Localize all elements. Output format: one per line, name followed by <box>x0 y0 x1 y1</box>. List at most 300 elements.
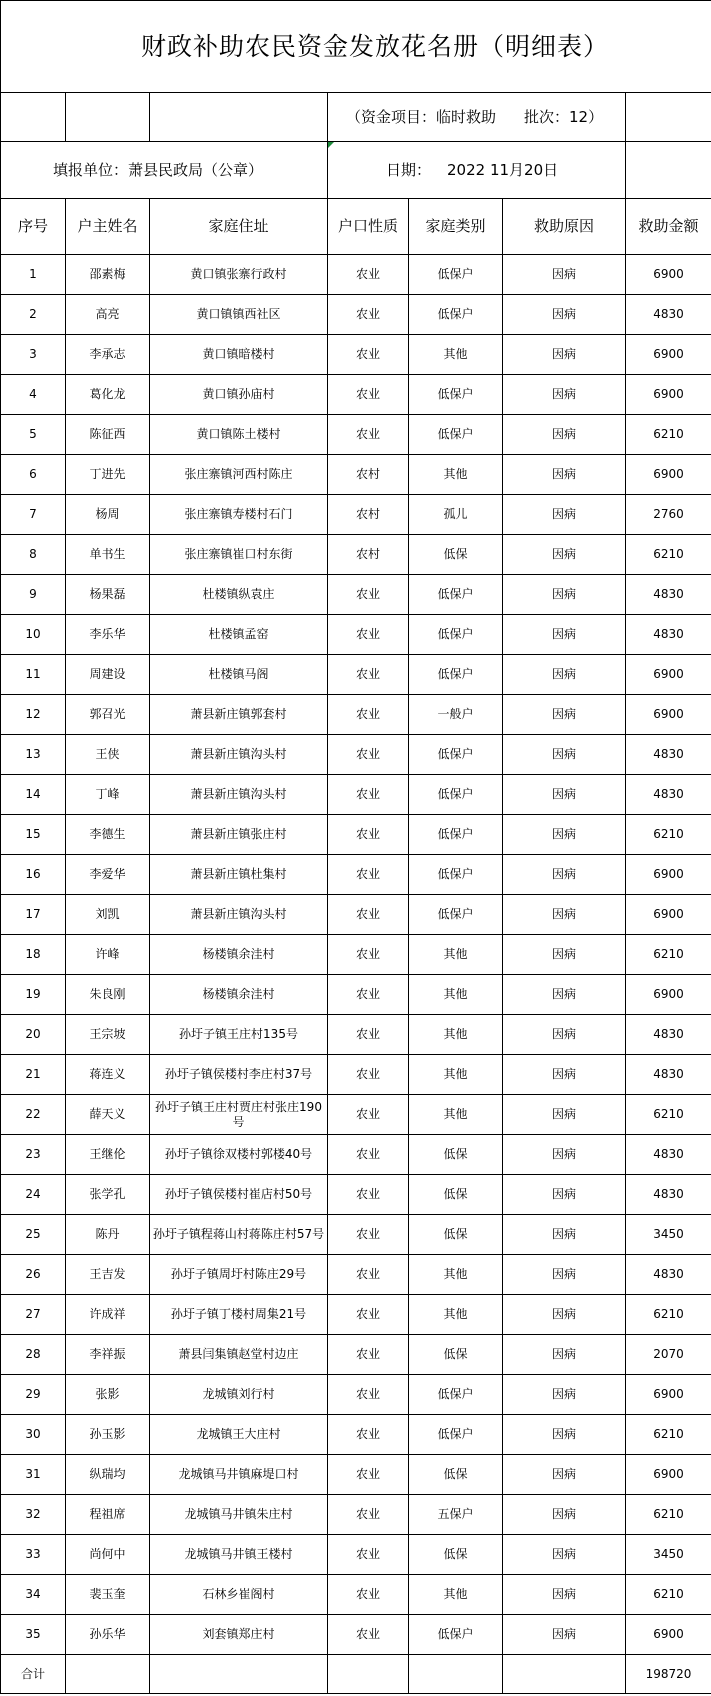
cell-household-type: 农业 <box>328 415 409 455</box>
table-row <box>1 815 711 855</box>
blank-cell <box>409 1655 503 1694</box>
cell-household-type: 农业 <box>328 1575 409 1615</box>
funding-info <box>328 93 626 142</box>
cell-relief-amount: 4830 <box>626 1015 711 1055</box>
cell-relief-reason: 因病 <box>503 1175 626 1215</box>
header-household-type: 户口性质 <box>328 199 409 255</box>
cell-index: 14 <box>1 775 66 815</box>
cell-relief-reason: 因病 <box>503 1575 626 1615</box>
cell-name: 程祖席 <box>66 1495 150 1535</box>
funding-batch: 批次：12） <box>524 107 604 126</box>
cell-household-type: 农业 <box>328 1175 409 1215</box>
cell-relief-amount: 3450 <box>626 1215 711 1255</box>
cell-household-type: 农业 <box>328 335 409 375</box>
cell-name: 张影 <box>66 1375 150 1415</box>
cell-household-type: 农业 <box>328 1015 409 1055</box>
cell-name: 尚何中 <box>66 1535 150 1575</box>
table-row <box>1 1375 711 1415</box>
cell-address: 孙圩子镇侯楼村李庄村37号 <box>150 1055 328 1095</box>
cell-relief-reason: 因病 <box>503 655 626 695</box>
blank-cell <box>626 142 711 199</box>
cell-relief-amount: 6900 <box>626 1455 711 1495</box>
cell-household-type: 农业 <box>328 295 409 335</box>
cell-relief-reason: 因病 <box>503 255 626 295</box>
cell-name: 王继伦 <box>66 1135 150 1175</box>
cell-relief-reason: 因病 <box>503 1135 626 1175</box>
header-name: 户主姓名 <box>66 199 150 255</box>
cell-address: 石林乡崔阁村 <box>150 1575 328 1615</box>
cell-address: 龙城镇马井镇麻堤口村 <box>150 1455 328 1495</box>
cell-relief-amount: 3450 <box>626 1535 711 1575</box>
cell-index: 20 <box>1 1015 66 1055</box>
cell-name: 邵素梅 <box>66 255 150 295</box>
cell-index: 26 <box>1 1255 66 1295</box>
cell-index: 18 <box>1 935 66 975</box>
cell-index: 25 <box>1 1215 66 1255</box>
cell-relief-amount: 4830 <box>626 735 711 775</box>
table-row <box>1 1175 711 1215</box>
cell-address: 张庄寨镇河西村陈庄 <box>150 455 328 495</box>
cell-family-category: 其他 <box>409 975 503 1015</box>
cell-name: 朱良刚 <box>66 975 150 1015</box>
cell-relief-reason: 因病 <box>503 1335 626 1375</box>
cell-name: 高亮 <box>66 295 150 335</box>
cell-address: 孙圩子镇王庄村135号 <box>150 1015 328 1055</box>
date-value: 2022 11月20日 <box>447 160 559 179</box>
table-row <box>1 1295 711 1335</box>
cell-relief-reason: 因病 <box>503 935 626 975</box>
blank-cell <box>66 93 150 142</box>
cell-index: 23 <box>1 1135 66 1175</box>
cell-family-category: 其他 <box>409 335 503 375</box>
cell-address: 杜楼镇纵袁庄 <box>150 575 328 615</box>
cell-family-category: 低保户 <box>409 1375 503 1415</box>
cell-family-category: 低保户 <box>409 895 503 935</box>
cell-name: 刘凯 <box>66 895 150 935</box>
cell-household-type: 农业 <box>328 615 409 655</box>
cell-family-category: 其他 <box>409 1295 503 1335</box>
cell-family-category: 低保户 <box>409 415 503 455</box>
blank-cell <box>66 1655 150 1694</box>
cell-relief-reason: 因病 <box>503 1255 626 1295</box>
table-row <box>1 895 711 935</box>
cell-household-type: 农业 <box>328 255 409 295</box>
cell-index: 16 <box>1 855 66 895</box>
cell-family-category: 低保 <box>409 1175 503 1215</box>
table-row <box>1 1135 711 1175</box>
date-label: 日期： <box>386 160 432 179</box>
cell-household-type: 农业 <box>328 1215 409 1255</box>
table-row <box>1 695 711 735</box>
cell-relief-amount: 6210 <box>626 415 711 455</box>
cell-index: 9 <box>1 575 66 615</box>
cell-address: 龙城镇马井镇朱庄村 <box>150 1495 328 1535</box>
cell-household-type: 农业 <box>328 1295 409 1335</box>
table-row <box>1 655 711 695</box>
cell-relief-reason: 因病 <box>503 575 626 615</box>
cell-household-type: 农业 <box>328 1615 409 1655</box>
cell-relief-reason: 因病 <box>503 375 626 415</box>
cell-name: 丁进先 <box>66 455 150 495</box>
cell-household-type: 农业 <box>328 575 409 615</box>
header-address: 家庭住址 <box>150 199 328 255</box>
cell-name: 蒋连义 <box>66 1055 150 1095</box>
cell-name: 王宗坡 <box>66 1015 150 1055</box>
cell-index: 35 <box>1 1615 66 1655</box>
cell-household-type: 农业 <box>328 1375 409 1415</box>
cell-address: 张庄寨镇崔口村东街 <box>150 535 328 575</box>
cell-relief-amount: 6900 <box>626 855 711 895</box>
cell-index: 29 <box>1 1375 66 1415</box>
cell-household-type: 农业 <box>328 1335 409 1375</box>
cell-address: 黄口镇孙庙村 <box>150 375 328 415</box>
table-row <box>1 935 711 975</box>
cell-household-type: 农业 <box>328 775 409 815</box>
cell-address: 孙圩子镇王庄村贾庄村张庄190号 <box>150 1095 328 1135</box>
cell-family-category: 其他 <box>409 935 503 975</box>
cell-address: 黄口镇陈土楼村 <box>150 415 328 455</box>
cell-relief-reason: 因病 <box>503 1015 626 1055</box>
cell-index: 34 <box>1 1575 66 1615</box>
cell-relief-reason: 因病 <box>503 1615 626 1655</box>
cell-name: 王侠 <box>66 735 150 775</box>
table-row <box>1 735 711 775</box>
table-row <box>1 1615 711 1655</box>
table-row <box>1 1015 711 1055</box>
cell-name: 李德生 <box>66 815 150 855</box>
blank-cell <box>1 93 66 142</box>
total-row <box>1 1655 711 1694</box>
cell-relief-amount: 4830 <box>626 615 711 655</box>
table-row <box>1 1095 711 1135</box>
cell-address: 萧县新庄镇郭套村 <box>150 695 328 735</box>
table-row <box>1 1415 711 1455</box>
cell-relief-reason: 因病 <box>503 695 626 735</box>
cell-name: 张学孔 <box>66 1175 150 1215</box>
cell-name: 丁峰 <box>66 775 150 815</box>
cell-relief-amount: 2760 <box>626 495 711 535</box>
cell-index: 2 <box>1 295 66 335</box>
cell-relief-reason: 因病 <box>503 975 626 1015</box>
cell-family-category: 低保 <box>409 1455 503 1495</box>
cell-family-category: 低保户 <box>409 255 503 295</box>
cell-relief-reason: 因病 <box>503 535 626 575</box>
cell-household-type: 农业 <box>328 1135 409 1175</box>
cell-relief-reason: 因病 <box>503 1295 626 1335</box>
cell-index: 8 <box>1 535 66 575</box>
cell-household-type: 农业 <box>328 735 409 775</box>
table-row <box>1 1535 711 1575</box>
table-row <box>1 1495 711 1535</box>
header-row <box>1 199 711 255</box>
cell-family-category: 低保户 <box>409 615 503 655</box>
cell-household-type: 农业 <box>328 935 409 975</box>
cell-relief-amount: 6900 <box>626 1615 711 1655</box>
cell-family-category: 低保户 <box>409 1415 503 1455</box>
table-row <box>1 1455 711 1495</box>
cell-relief-amount: 6900 <box>626 695 711 735</box>
cell-relief-reason: 因病 <box>503 415 626 455</box>
cell-relief-reason: 因病 <box>503 735 626 775</box>
cell-household-type: 农业 <box>328 1535 409 1575</box>
table-row <box>1 535 711 575</box>
blank-cell <box>328 1655 409 1694</box>
cell-relief-amount: 2070 <box>626 1335 711 1375</box>
table-row <box>1 1575 711 1615</box>
cell-address: 孙圩子镇周圩村陈庄29号 <box>150 1255 328 1295</box>
cell-family-category: 其他 <box>409 1255 503 1295</box>
cell-address: 龙城镇王大庄村 <box>150 1415 328 1455</box>
cell-index: 31 <box>1 1455 66 1495</box>
header-relief-amount: 救助金额 <box>626 199 711 255</box>
cell-address: 萧县新庄镇张庄村 <box>150 815 328 855</box>
cell-relief-reason: 因病 <box>503 495 626 535</box>
cell-address: 萧县新庄镇沟头村 <box>150 775 328 815</box>
cell-relief-amount: 6900 <box>626 455 711 495</box>
table-row <box>1 575 711 615</box>
cell-family-category: 低保户 <box>409 295 503 335</box>
cell-family-category: 低保 <box>409 1335 503 1375</box>
table-row <box>1 775 711 815</box>
cell-household-type: 农业 <box>328 1495 409 1535</box>
cell-family-category: 其他 <box>409 1015 503 1055</box>
header-index: 序号 <box>1 199 66 255</box>
cell-family-category: 其他 <box>409 1055 503 1095</box>
cell-relief-amount: 4830 <box>626 1255 711 1295</box>
cell-name: 单书生 <box>66 535 150 575</box>
cell-household-type: 农业 <box>328 375 409 415</box>
cell-address: 孙圩子镇丁楼村周集21号 <box>150 1295 328 1335</box>
cell-address: 杨楼镇余洼村 <box>150 975 328 1015</box>
table-row <box>1 1055 711 1095</box>
cell-family-category: 低保户 <box>409 775 503 815</box>
cell-address: 龙城镇刘行村 <box>150 1375 328 1415</box>
cell-relief-amount: 6900 <box>626 375 711 415</box>
cell-relief-reason: 因病 <box>503 1375 626 1415</box>
cell-family-category: 一般户 <box>409 695 503 735</box>
cell-household-type: 农村 <box>328 495 409 535</box>
cell-family-category: 低保户 <box>409 735 503 775</box>
cell-relief-reason: 因病 <box>503 1215 626 1255</box>
cell-relief-amount: 4830 <box>626 775 711 815</box>
cell-index: 22 <box>1 1095 66 1135</box>
cell-relief-amount: 6900 <box>626 975 711 1015</box>
cell-family-category: 低保户 <box>409 375 503 415</box>
cell-name: 许峰 <box>66 935 150 975</box>
cell-household-type: 农业 <box>328 1415 409 1455</box>
table-row <box>1 615 711 655</box>
cell-relief-reason: 因病 <box>503 295 626 335</box>
cell-relief-reason: 因病 <box>503 1455 626 1495</box>
cell-index: 32 <box>1 1495 66 1535</box>
table-row <box>1 255 711 295</box>
table-row <box>1 375 711 415</box>
cell-relief-reason: 因病 <box>503 1095 626 1135</box>
cell-index: 1 <box>1 255 66 295</box>
cell-family-category: 低保户 <box>409 575 503 615</box>
cell-relief-reason: 因病 <box>503 815 626 855</box>
funding-project: （资金项目：临时救助 <box>346 107 497 126</box>
cell-name: 裴玉奎 <box>66 1575 150 1615</box>
cell-household-type: 农业 <box>328 815 409 855</box>
cell-family-category: 其他 <box>409 455 503 495</box>
cell-name: 薛天义 <box>66 1095 150 1135</box>
total-amount: 198720 <box>626 1655 711 1694</box>
cell-relief-reason: 因病 <box>503 1495 626 1535</box>
cell-name: 李祥振 <box>66 1335 150 1375</box>
cell-address: 黄口镇暗楼村 <box>150 335 328 375</box>
cell-relief-reason: 因病 <box>503 455 626 495</box>
cell-name: 杨果磊 <box>66 575 150 615</box>
cell-family-category: 五保户 <box>409 1495 503 1535</box>
cell-index: 19 <box>1 975 66 1015</box>
cell-address: 杜楼镇马阁 <box>150 655 328 695</box>
table-row <box>1 1335 711 1375</box>
cell-name: 陈丹 <box>66 1215 150 1255</box>
cell-family-category: 低保 <box>409 1215 503 1255</box>
cell-address: 萧县新庄镇沟头村 <box>150 895 328 935</box>
cell-household-type: 农村 <box>328 455 409 495</box>
cell-address: 杜楼镇孟窑 <box>150 615 328 655</box>
cell-address: 孙圩子镇侯楼村崔店村50号 <box>150 1175 328 1215</box>
cell-address: 萧县闫集镇赵堂村边庄 <box>150 1335 328 1375</box>
cell-index: 7 <box>1 495 66 535</box>
cell-household-type: 农业 <box>328 855 409 895</box>
cell-relief-amount: 6210 <box>626 535 711 575</box>
cell-address: 刘套镇郑庄村 <box>150 1615 328 1655</box>
reporting-unit: 填报单位：萧县民政局（公章） <box>1 142 328 199</box>
cell-index: 21 <box>1 1055 66 1095</box>
cell-address: 黄口镇镇西社区 <box>150 295 328 335</box>
cell-relief-amount: 6900 <box>626 1375 711 1415</box>
cell-household-type: 农业 <box>328 975 409 1015</box>
cell-index: 13 <box>1 735 66 775</box>
cell-family-category: 孤儿 <box>409 495 503 535</box>
table-row <box>1 1215 711 1255</box>
cell-relief-amount: 6900 <box>626 895 711 935</box>
cell-index: 27 <box>1 1295 66 1335</box>
cell-index: 24 <box>1 1175 66 1215</box>
header-family-category: 家庭类别 <box>409 199 503 255</box>
cell-family-category: 低保 <box>409 1135 503 1175</box>
cell-name: 周建设 <box>66 655 150 695</box>
cell-family-category: 其他 <box>409 1095 503 1135</box>
cell-index: 10 <box>1 615 66 655</box>
cell-relief-reason: 因病 <box>503 775 626 815</box>
cell-household-type: 农村 <box>328 535 409 575</box>
cell-name: 孙玉影 <box>66 1415 150 1455</box>
cell-name: 王吉发 <box>66 1255 150 1295</box>
cell-name: 许成祥 <box>66 1295 150 1335</box>
cell-name: 李爱华 <box>66 855 150 895</box>
cell-relief-amount: 4830 <box>626 1135 711 1175</box>
cell-relief-reason: 因病 <box>503 615 626 655</box>
cell-relief-amount: 6210 <box>626 1495 711 1535</box>
cell-relief-reason: 因病 <box>503 855 626 895</box>
cell-household-type: 农业 <box>328 1455 409 1495</box>
cell-relief-amount: 6900 <box>626 655 711 695</box>
cell-relief-amount: 6210 <box>626 815 711 855</box>
cell-name: 陈征西 <box>66 415 150 455</box>
cell-family-category: 低保户 <box>409 655 503 695</box>
cell-index: 12 <box>1 695 66 735</box>
cell-index: 28 <box>1 1335 66 1375</box>
cell-relief-amount: 6210 <box>626 1095 711 1135</box>
cell-index: 30 <box>1 1415 66 1455</box>
cell-household-type: 农业 <box>328 1255 409 1295</box>
header-relief-reason: 救助原因 <box>503 199 626 255</box>
cell-index: 5 <box>1 415 66 455</box>
cell-relief-reason: 因病 <box>503 895 626 935</box>
total-label: 合计 <box>1 1655 66 1694</box>
blank-cell <box>150 1655 328 1694</box>
cell-name: 葛化龙 <box>66 375 150 415</box>
report-date <box>328 142 626 199</box>
cell-index: 33 <box>1 1535 66 1575</box>
cell-relief-amount: 4830 <box>626 1055 711 1095</box>
cell-name: 杨周 <box>66 495 150 535</box>
table-row <box>1 455 711 495</box>
cell-relief-amount: 6210 <box>626 1295 711 1335</box>
cell-index: 11 <box>1 655 66 695</box>
cell-relief-amount: 4830 <box>626 1175 711 1215</box>
cell-address: 张庄寨镇寿楼村石门 <box>150 495 328 535</box>
page-title: 财政补助农民资金发放花名册（明细表） <box>1 1 711 93</box>
cell-family-category: 低保户 <box>409 1615 503 1655</box>
cell-address: 杨楼镇余洼村 <box>150 935 328 975</box>
cell-address: 萧县新庄镇沟头村 <box>150 735 328 775</box>
cell-relief-amount: 6210 <box>626 1575 711 1615</box>
cell-index: 17 <box>1 895 66 935</box>
table-row <box>1 975 711 1015</box>
cell-name: 李乐华 <box>66 615 150 655</box>
cell-relief-amount: 4830 <box>626 575 711 615</box>
table-row <box>1 335 711 375</box>
table-row <box>1 295 711 335</box>
cell-index: 4 <box>1 375 66 415</box>
cell-address: 孙圩子镇程蒋山村蒋陈庄村57号 <box>150 1215 328 1255</box>
cell-family-category: 低保 <box>409 1535 503 1575</box>
cell-relief-reason: 因病 <box>503 1415 626 1455</box>
cell-relief-reason: 因病 <box>503 1535 626 1575</box>
cell-relief-amount: 6210 <box>626 1415 711 1455</box>
blank-cell <box>626 93 711 142</box>
cell-household-type: 农业 <box>328 895 409 935</box>
cell-name: 孙乐华 <box>66 1615 150 1655</box>
cell-relief-amount: 6210 <box>626 935 711 975</box>
cell-household-type: 农业 <box>328 1055 409 1095</box>
table-row <box>1 1255 711 1295</box>
cell-family-category: 低保 <box>409 535 503 575</box>
cell-relief-reason: 因病 <box>503 1055 626 1095</box>
cell-relief-amount: 6900 <box>626 335 711 375</box>
cell-household-type: 农业 <box>328 655 409 695</box>
cell-family-category: 低保户 <box>409 855 503 895</box>
table-row <box>1 855 711 895</box>
cell-relief-amount: 6900 <box>626 255 711 295</box>
cell-index: 15 <box>1 815 66 855</box>
cell-household-type: 农业 <box>328 1095 409 1135</box>
table-row <box>1 495 711 535</box>
cell-relief-amount: 4830 <box>626 295 711 335</box>
cell-name: 纵瑞均 <box>66 1455 150 1495</box>
table-row <box>1 415 711 455</box>
cell-name: 李承志 <box>66 335 150 375</box>
cell-relief-reason: 因病 <box>503 335 626 375</box>
cell-household-type: 农业 <box>328 695 409 735</box>
cell-index: 3 <box>1 335 66 375</box>
cell-index: 6 <box>1 455 66 495</box>
